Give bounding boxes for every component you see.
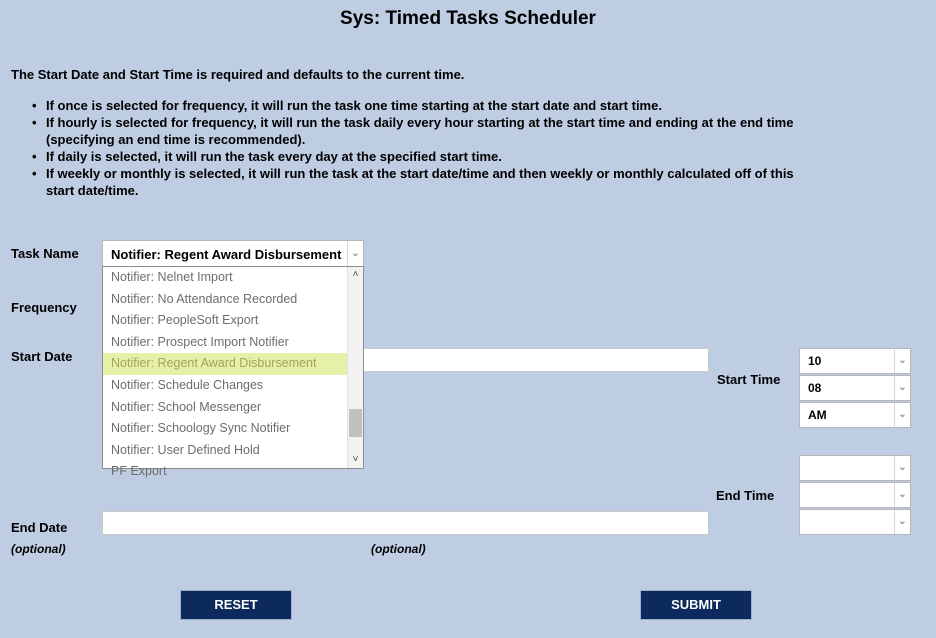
end-ampm-select[interactable] [799,509,911,535]
instruction-item: • If hourly is selected for frequency, it will run the task daily every hour starting at the start time and ending at the end time (specifying an end time is recommended). [32,114,812,148]
dropdown-option[interactable]: Notifier: User Defined Hold [111,442,260,457]
frequency-label: Frequency [11,300,77,315]
dropdown-option-selected[interactable]: Notifier: Regent Award Disbursement [103,353,348,375]
start-ampm-value: AM [808,408,827,422]
dropdown-option[interactable]: Notifier: Prospect Import Notifier [111,334,289,349]
dropdown-option[interactable]: PF Export [111,464,167,479]
end-date-optional-label: (optional) [11,542,66,556]
instructions-list [32,97,812,199]
start-hour-value: 10 [808,354,822,368]
dropdown-option[interactable]: Notifier: No Attendance Recorded [111,291,298,306]
reset-button[interactable]: RESET [180,590,292,620]
scrollbar-thumb[interactable] [349,409,362,437]
chevron-down-icon: ⌄ [894,483,910,507]
start-date-label: Start Date [11,349,73,364]
dropdown-scrollbar[interactable] [347,267,363,468]
end-time-label: End Time [716,488,775,503]
task-name-dropdown-list[interactable] [102,266,364,479]
end-minute-select[interactable] [799,482,911,508]
start-ampm-select[interactable] [799,402,911,428]
dropdown-option[interactable]: Notifier: Schoology Sync Notifier [111,421,291,436]
end-time-optional-label: (optional) [371,542,426,556]
scroll-down-icon[interactable]: ˅ [352,454,359,465]
dropdown-option[interactable]: Notifier: PeopleSoft Export [111,313,259,328]
start-time-label: Start Time [717,372,781,387]
dropdown-option[interactable]: Notifier: School Messenger [111,399,262,414]
dropdown-items [103,267,348,483]
chevron-down-icon: ⌄ [894,403,910,427]
end-hour-select[interactable] [799,455,911,481]
end-date-input[interactable] [102,511,709,535]
instruction-item: • If weekly or monthly is selected, it will run the task at the start date/time and then weekly or monthly calculated off of this start date/time. [32,165,812,199]
chevron-down-icon: ⌄ [894,376,910,400]
task-name-label: Task Name [11,246,79,261]
start-hour-select[interactable] [799,348,911,374]
task-name-value: Notifier: Regent Award Disbursement [111,247,342,262]
instruction-item: • If once is selected for frequency, it will run the task one time starting at the start date and start time. [32,97,812,114]
scroll-up-icon[interactable]: ˄ [352,269,359,280]
intro-text: The Start Date and Start Time is required and defaults to the current time. [11,67,465,82]
page-title: Sys: Timed Tasks Scheduler [340,8,596,29]
task-name-select[interactable] [102,240,364,267]
chevron-down-icon: ⌄ [347,241,363,266]
dropdown-option[interactable]: Notifier: Schedule Changes [111,377,264,392]
start-minute-select[interactable] [799,375,911,401]
dropdown-option[interactable]: Notifier: Nelnet Import [111,270,233,284]
chevron-down-icon: ⌄ [894,510,910,534]
instruction-item: • If daily is selected, it will run the task every day at the specified start time. [32,148,812,165]
submit-button[interactable]: SUBMIT [640,590,752,620]
start-minute-value: 08 [808,381,822,395]
end-date-label: End Date [11,520,68,535]
chevron-down-icon: ⌄ [894,456,910,480]
chevron-down-icon: ⌄ [894,349,910,373]
